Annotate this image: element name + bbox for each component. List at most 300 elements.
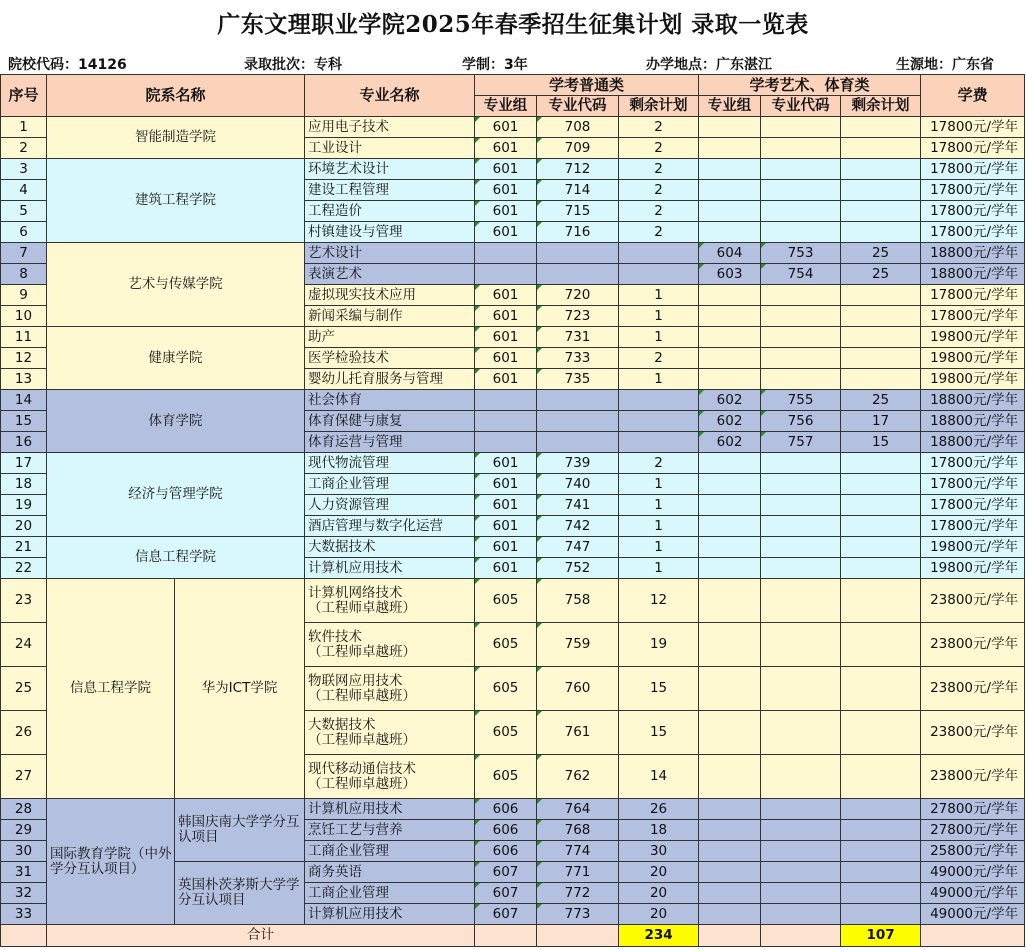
row-fee: 17800元/学年 bbox=[921, 453, 1025, 474]
table-row bbox=[1, 243, 1025, 264]
subheader-code: 专业代码 bbox=[761, 96, 841, 117]
row-general-remaining: 2 bbox=[619, 222, 699, 243]
row-general-remaining: 2 bbox=[619, 453, 699, 474]
row-art-remaining bbox=[841, 755, 921, 799]
row-general-remaining: 1 bbox=[619, 306, 699, 327]
row-art-group: 602 bbox=[699, 390, 761, 411]
row-fee: 18800元/学年 bbox=[921, 390, 1025, 411]
header-row bbox=[1, 75, 1025, 96]
total-row bbox=[1, 925, 1025, 947]
row-general-group: 601 bbox=[475, 369, 537, 390]
row-art-remaining bbox=[841, 180, 921, 201]
row-general-group: 601 bbox=[475, 159, 537, 180]
row-art-remaining bbox=[841, 327, 921, 348]
row-dept: 艺术与传媒学院 bbox=[47, 243, 305, 327]
subheader-remaining: 剩余计划 bbox=[619, 96, 699, 117]
row-general-remaining: 15 bbox=[619, 711, 699, 755]
row-art-code bbox=[761, 755, 841, 799]
row-general-group: 601 bbox=[475, 495, 537, 516]
row-general-code: 764 bbox=[537, 799, 619, 820]
header-dept: 院系名称 bbox=[47, 75, 305, 117]
row-major: 工商企业管理 bbox=[305, 841, 475, 862]
row-general-group: 605 bbox=[475, 755, 537, 799]
row-major: 工程造价 bbox=[305, 201, 475, 222]
row-art-remaining bbox=[841, 841, 921, 862]
row-art-group bbox=[699, 711, 761, 755]
row-major: 婴幼儿托育服务与管理 bbox=[305, 369, 475, 390]
row-seq: 14 bbox=[1, 390, 47, 411]
row-general-group bbox=[475, 432, 537, 453]
row-art-code bbox=[761, 516, 841, 537]
row-art-group bbox=[699, 820, 761, 841]
row-art-code: 755 bbox=[761, 390, 841, 411]
row-general-code: 735 bbox=[537, 369, 619, 390]
row-fee: 17800元/学年 bbox=[921, 117, 1025, 138]
row-fee: 49000元/学年 bbox=[921, 904, 1025, 925]
row-general-code: 758 bbox=[537, 579, 619, 623]
row-seq: 4 bbox=[1, 180, 47, 201]
row-general-remaining: 20 bbox=[619, 904, 699, 925]
row-major: 应用电子技术 bbox=[305, 117, 475, 138]
row-seq: 28 bbox=[1, 799, 47, 820]
row-art-code: 757 bbox=[761, 432, 841, 453]
row-art-code: 753 bbox=[761, 243, 841, 264]
row-general-group: 605 bbox=[475, 667, 537, 711]
row-seq: 1 bbox=[1, 117, 47, 138]
row-art-code bbox=[761, 474, 841, 495]
row-dept: 经济与管理学院 bbox=[47, 453, 305, 537]
subheader-code: 专业代码 bbox=[537, 96, 619, 117]
row-general-code: 720 bbox=[537, 285, 619, 306]
row-art-remaining: 25 bbox=[841, 264, 921, 285]
row-art-code bbox=[761, 159, 841, 180]
row-art-remaining bbox=[841, 495, 921, 516]
row-fee: 18800元/学年 bbox=[921, 243, 1025, 264]
row-general-remaining: 1 bbox=[619, 327, 699, 348]
row-general-group: 605 bbox=[475, 623, 537, 667]
row-major: 商务英语 bbox=[305, 862, 475, 883]
row-general-code: 709 bbox=[537, 138, 619, 159]
row-art-group bbox=[699, 841, 761, 862]
row-general-remaining: 2 bbox=[619, 180, 699, 201]
row-seq: 9 bbox=[1, 285, 47, 306]
row-art-group bbox=[699, 180, 761, 201]
row-general-code: 741 bbox=[537, 495, 619, 516]
row-general-code: 731 bbox=[537, 327, 619, 348]
row-general-group: 607 bbox=[475, 883, 537, 904]
row-art-group: 602 bbox=[699, 411, 761, 432]
table-row bbox=[1, 327, 1025, 348]
row-seq: 8 bbox=[1, 264, 47, 285]
row-general-group: 601 bbox=[475, 180, 537, 201]
row-art-group bbox=[699, 306, 761, 327]
row-art-remaining bbox=[841, 537, 921, 558]
row-fee: 19800元/学年 bbox=[921, 348, 1025, 369]
row-general-code: 773 bbox=[537, 904, 619, 925]
table-row bbox=[1, 453, 1025, 474]
row-major: 大数据技术 （工程师卓越班） bbox=[305, 711, 475, 755]
row-art-code bbox=[761, 579, 841, 623]
row-major: 酒店管理与数字化运营 bbox=[305, 516, 475, 537]
row-art-remaining bbox=[841, 883, 921, 904]
row-art-group bbox=[699, 495, 761, 516]
row-general-remaining: 2 bbox=[619, 138, 699, 159]
row-seq: 5 bbox=[1, 201, 47, 222]
row-art-group bbox=[699, 579, 761, 623]
row-general-remaining: 2 bbox=[619, 159, 699, 180]
total-blank-code bbox=[537, 925, 619, 947]
row-art-remaining: 15 bbox=[841, 432, 921, 453]
row-art-remaining bbox=[841, 623, 921, 667]
subheader-group: 专业组 bbox=[699, 96, 761, 117]
row-art-remaining bbox=[841, 138, 921, 159]
row-art-code bbox=[761, 369, 841, 390]
row-art-remaining bbox=[841, 862, 921, 883]
row-general-remaining: 20 bbox=[619, 883, 699, 904]
row-general-remaining: 1 bbox=[619, 474, 699, 495]
header-fee: 学费 bbox=[921, 75, 1025, 117]
row-seq: 31 bbox=[1, 862, 47, 883]
row-seq: 2 bbox=[1, 138, 47, 159]
table-row bbox=[1, 799, 1025, 820]
row-general-code: 708 bbox=[537, 117, 619, 138]
row-major: 工商企业管理 bbox=[305, 474, 475, 495]
row-art-group bbox=[699, 516, 761, 537]
source: 生源地：广东省 bbox=[896, 57, 994, 73]
table-row bbox=[1, 159, 1025, 180]
row-seq: 18 bbox=[1, 474, 47, 495]
row-general-remaining bbox=[619, 390, 699, 411]
row-general-group: 601 bbox=[475, 138, 537, 159]
row-art-remaining bbox=[841, 711, 921, 755]
row-fee: 17800元/学年 bbox=[921, 495, 1025, 516]
row-general-group: 601 bbox=[475, 348, 537, 369]
row-general-group: 606 bbox=[475, 841, 537, 862]
header-general: 学考普通类 bbox=[475, 75, 699, 96]
row-general-code bbox=[537, 390, 619, 411]
row-general-code: 715 bbox=[537, 201, 619, 222]
page-title: 广东文理职业学院2025年春季招生征集计划 录取一览表 bbox=[217, 11, 809, 38]
batch: 录取批次：专科 bbox=[244, 57, 342, 73]
row-art-code bbox=[761, 222, 841, 243]
total-general: 234 bbox=[619, 925, 699, 947]
row-art-remaining bbox=[841, 285, 921, 306]
row-art-remaining bbox=[841, 306, 921, 327]
row-seq: 13 bbox=[1, 369, 47, 390]
row-major: 新闻采编与制作 bbox=[305, 306, 475, 327]
row-art-code bbox=[761, 495, 841, 516]
row-fee: 17800元/学年 bbox=[921, 285, 1025, 306]
header-major: 专业名称 bbox=[305, 75, 475, 117]
row-general-code: 742 bbox=[537, 516, 619, 537]
total-label: 合计 bbox=[47, 925, 475, 947]
row-major: 村镇建设与管理 bbox=[305, 222, 475, 243]
row-art-remaining bbox=[841, 159, 921, 180]
row-general-group: 601 bbox=[475, 474, 537, 495]
row-general-code: 762 bbox=[537, 755, 619, 799]
row-fee: 19800元/学年 bbox=[921, 537, 1025, 558]
row-art-remaining: 25 bbox=[841, 243, 921, 264]
row-general-code: 733 bbox=[537, 348, 619, 369]
row-major: 建设工程管理 bbox=[305, 180, 475, 201]
row-seq: 12 bbox=[1, 348, 47, 369]
row-general-remaining: 26 bbox=[619, 799, 699, 820]
row-major: 现代物流管理 bbox=[305, 453, 475, 474]
row-general-remaining bbox=[619, 411, 699, 432]
row-art-remaining bbox=[841, 222, 921, 243]
table-row bbox=[1, 390, 1025, 411]
row-art-code bbox=[761, 453, 841, 474]
row-general-group: 605 bbox=[475, 579, 537, 623]
row-art-remaining: 25 bbox=[841, 390, 921, 411]
row-general-code: 752 bbox=[537, 558, 619, 579]
row-general-group: 601 bbox=[475, 516, 537, 537]
row-seq: 30 bbox=[1, 841, 47, 862]
row-general-group: 601 bbox=[475, 327, 537, 348]
row-general-remaining: 20 bbox=[619, 862, 699, 883]
row-art-group bbox=[699, 138, 761, 159]
total-blank-seq bbox=[1, 925, 47, 947]
row-fee: 19800元/学年 bbox=[921, 369, 1025, 390]
row-art-group bbox=[699, 862, 761, 883]
row-dept: 国际教育学院（中外学分互认项目） bbox=[47, 799, 175, 925]
row-fee: 18800元/学年 bbox=[921, 264, 1025, 285]
header-seq: 序号 bbox=[1, 75, 47, 117]
row-art-code bbox=[761, 138, 841, 159]
row-general-group: 601 bbox=[475, 201, 537, 222]
row-seq: 23 bbox=[1, 579, 47, 623]
row-subdept: 华为ICT学院 bbox=[175, 579, 305, 799]
row-art-group bbox=[699, 558, 761, 579]
row-art-group bbox=[699, 159, 761, 180]
duration: 学制：3年 bbox=[462, 57, 528, 73]
row-fee: 49000元/学年 bbox=[921, 862, 1025, 883]
row-major: 表演艺术 bbox=[305, 264, 475, 285]
location: 办学地点：广东湛江 bbox=[646, 57, 772, 73]
row-general-code bbox=[537, 411, 619, 432]
row-fee: 17800元/学年 bbox=[921, 159, 1025, 180]
row-art-code bbox=[761, 667, 841, 711]
total-art: 107 bbox=[841, 925, 921, 947]
row-seq: 15 bbox=[1, 411, 47, 432]
row-art-remaining bbox=[841, 820, 921, 841]
row-fee: 25800元/学年 bbox=[921, 841, 1025, 862]
row-art-code bbox=[761, 537, 841, 558]
row-general-code: 761 bbox=[537, 711, 619, 755]
row-major: 工业设计 bbox=[305, 138, 475, 159]
row-general-remaining: 18 bbox=[619, 820, 699, 841]
row-general-code: 740 bbox=[537, 474, 619, 495]
row-art-group bbox=[699, 117, 761, 138]
row-art-code: 754 bbox=[761, 264, 841, 285]
row-dept: 智能制造学院 bbox=[47, 117, 305, 159]
row-art-group: 603 bbox=[699, 264, 761, 285]
row-art-group: 604 bbox=[699, 243, 761, 264]
row-fee: 49000元/学年 bbox=[921, 883, 1025, 904]
row-general-remaining: 1 bbox=[619, 558, 699, 579]
row-art-group bbox=[699, 537, 761, 558]
row-fee: 17800元/学年 bbox=[921, 138, 1025, 159]
row-general-remaining bbox=[619, 432, 699, 453]
row-general-group: 601 bbox=[475, 453, 537, 474]
row-dept: 信息工程学院 bbox=[47, 579, 175, 799]
row-major: 计算机网络技术 （工程师卓越班） bbox=[305, 579, 475, 623]
total-blank-art-group bbox=[699, 925, 761, 947]
row-general-group: 601 bbox=[475, 537, 537, 558]
row-fee: 27800元/学年 bbox=[921, 799, 1025, 820]
row-general-code: 714 bbox=[537, 180, 619, 201]
row-general-code: 771 bbox=[537, 862, 619, 883]
total-blank-fee bbox=[921, 925, 1025, 947]
row-general-group: 601 bbox=[475, 222, 537, 243]
row-seq: 16 bbox=[1, 432, 47, 453]
row-major: 计算机应用技术 bbox=[305, 558, 475, 579]
row-fee: 23800元/学年 bbox=[921, 711, 1025, 755]
row-art-group bbox=[699, 474, 761, 495]
row-seq: 6 bbox=[1, 222, 47, 243]
row-seq: 24 bbox=[1, 623, 47, 667]
row-art-code bbox=[761, 348, 841, 369]
row-general-code: 772 bbox=[537, 883, 619, 904]
row-art-group bbox=[699, 883, 761, 904]
row-fee: 23800元/学年 bbox=[921, 579, 1025, 623]
row-general-remaining: 1 bbox=[619, 369, 699, 390]
row-fee: 17800元/学年 bbox=[921, 222, 1025, 243]
row-seq: 3 bbox=[1, 159, 47, 180]
row-fee: 17800元/学年 bbox=[921, 474, 1025, 495]
row-general-code: 760 bbox=[537, 667, 619, 711]
total-blank-group bbox=[475, 925, 537, 947]
row-art-group bbox=[699, 369, 761, 390]
row-seq: 25 bbox=[1, 667, 47, 711]
row-art-group bbox=[699, 904, 761, 925]
row-major: 物联网应用技术 （工程师卓越班） bbox=[305, 667, 475, 711]
row-major: 现代移动通信技术 （工程师卓越班） bbox=[305, 755, 475, 799]
row-general-group: 606 bbox=[475, 820, 537, 841]
row-art-code bbox=[761, 285, 841, 306]
row-fee: 17800元/学年 bbox=[921, 180, 1025, 201]
row-fee: 23800元/学年 bbox=[921, 667, 1025, 711]
row-art-remaining bbox=[841, 201, 921, 222]
meta-bar bbox=[0, 52, 1026, 74]
row-general-remaining: 1 bbox=[619, 537, 699, 558]
row-art-group bbox=[699, 327, 761, 348]
row-fee: 18800元/学年 bbox=[921, 432, 1025, 453]
row-seq: 26 bbox=[1, 711, 47, 755]
row-seq: 21 bbox=[1, 537, 47, 558]
admission-table bbox=[0, 74, 1025, 947]
row-general-code: 723 bbox=[537, 306, 619, 327]
row-art-code bbox=[761, 711, 841, 755]
row-art-remaining bbox=[841, 348, 921, 369]
row-art-code bbox=[761, 180, 841, 201]
row-art-group bbox=[699, 222, 761, 243]
row-major: 环境艺术设计 bbox=[305, 159, 475, 180]
row-general-remaining: 2 bbox=[619, 348, 699, 369]
row-seq: 19 bbox=[1, 495, 47, 516]
school-code: 院校代码：14126 bbox=[8, 57, 127, 73]
row-fee: 23800元/学年 bbox=[921, 623, 1025, 667]
row-major: 医学检验技术 bbox=[305, 348, 475, 369]
row-general-group: 606 bbox=[475, 799, 537, 820]
row-art-remaining bbox=[841, 904, 921, 925]
row-art-code: 756 bbox=[761, 411, 841, 432]
row-general-group: 605 bbox=[475, 711, 537, 755]
row-art-remaining bbox=[841, 453, 921, 474]
row-major: 大数据技术 bbox=[305, 537, 475, 558]
row-general-group: 601 bbox=[475, 117, 537, 138]
row-general-group: 601 bbox=[475, 306, 537, 327]
row-art-code bbox=[761, 117, 841, 138]
row-seq: 33 bbox=[1, 904, 47, 925]
row-art-group: 602 bbox=[699, 432, 761, 453]
table-row bbox=[1, 579, 1025, 623]
row-art-group bbox=[699, 453, 761, 474]
row-dept: 体育学院 bbox=[47, 390, 305, 453]
row-art-code bbox=[761, 327, 841, 348]
row-fee: 19800元/学年 bbox=[921, 558, 1025, 579]
table-row bbox=[1, 537, 1025, 558]
row-major: 助产 bbox=[305, 327, 475, 348]
row-major: 计算机应用技术 bbox=[305, 799, 475, 820]
row-general-group bbox=[475, 411, 537, 432]
row-dept: 建筑工程学院 bbox=[47, 159, 305, 243]
row-general-code: 768 bbox=[537, 820, 619, 841]
row-major: 艺术设计 bbox=[305, 243, 475, 264]
row-art-group bbox=[699, 799, 761, 820]
row-art-group bbox=[699, 755, 761, 799]
row-seq: 27 bbox=[1, 755, 47, 799]
row-major: 烹饪工艺与营养 bbox=[305, 820, 475, 841]
row-general-remaining: 2 bbox=[619, 201, 699, 222]
row-art-code bbox=[761, 623, 841, 667]
row-general-code: 759 bbox=[537, 623, 619, 667]
row-art-code bbox=[761, 883, 841, 904]
row-general-group: 601 bbox=[475, 285, 537, 306]
row-seq: 29 bbox=[1, 820, 47, 841]
row-general-remaining: 1 bbox=[619, 285, 699, 306]
row-dept: 信息工程学院 bbox=[47, 537, 305, 579]
row-general-remaining: 1 bbox=[619, 516, 699, 537]
row-general-code bbox=[537, 432, 619, 453]
row-subdept: 韩国庆南大学学分互认项目 bbox=[175, 799, 305, 862]
row-art-remaining bbox=[841, 667, 921, 711]
row-seq: 22 bbox=[1, 558, 47, 579]
row-general-remaining: 30 bbox=[619, 841, 699, 862]
row-general-code: 716 bbox=[537, 222, 619, 243]
row-general-group: 607 bbox=[475, 862, 537, 883]
row-seq: 7 bbox=[1, 243, 47, 264]
row-art-remaining bbox=[841, 516, 921, 537]
row-art-remaining bbox=[841, 369, 921, 390]
row-general-remaining: 19 bbox=[619, 623, 699, 667]
row-general-code bbox=[537, 243, 619, 264]
subheader-group: 专业组 bbox=[475, 96, 537, 117]
row-art-remaining bbox=[841, 117, 921, 138]
row-art-group bbox=[699, 348, 761, 369]
row-seq: 10 bbox=[1, 306, 47, 327]
row-major: 软件技术 （工程师卓越班） bbox=[305, 623, 475, 667]
row-major: 体育保健与康复 bbox=[305, 411, 475, 432]
total-blank-art-code bbox=[761, 925, 841, 947]
row-general-code: 747 bbox=[537, 537, 619, 558]
row-major: 工商企业管理 bbox=[305, 883, 475, 904]
row-art-code bbox=[761, 799, 841, 820]
row-fee: 18800元/学年 bbox=[921, 411, 1025, 432]
row-general-group bbox=[475, 390, 537, 411]
row-general-group bbox=[475, 243, 537, 264]
row-art-remaining bbox=[841, 558, 921, 579]
